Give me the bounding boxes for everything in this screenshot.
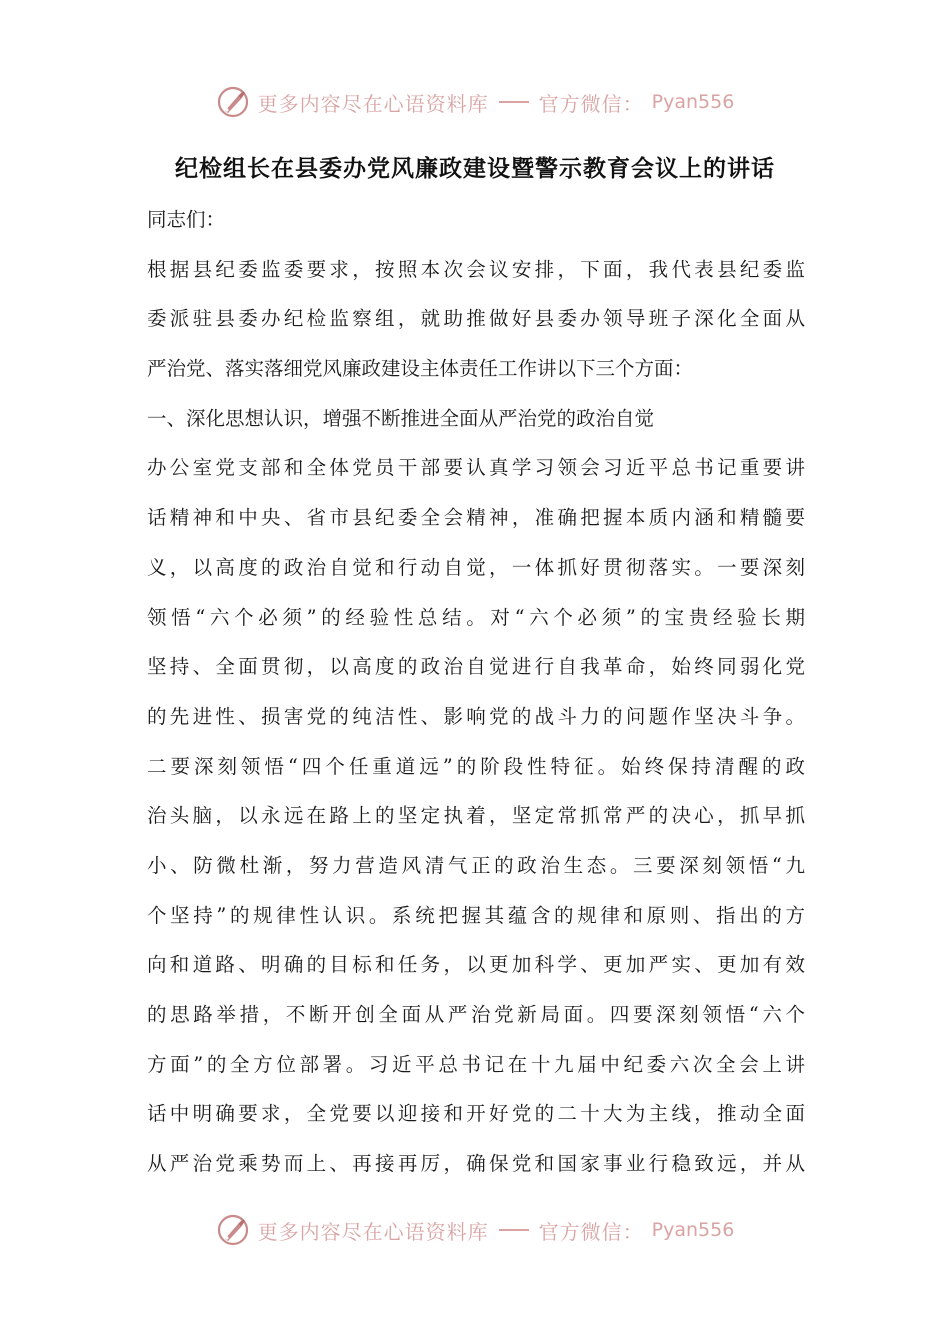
watermark-text: 更多内容尽在心语资料库: [257, 91, 489, 116]
text-line: 同志们：: [147, 208, 226, 231]
text-line: 严治党、落实落细党风廉政建设主体责任工作讲以下三个方面：: [147, 357, 694, 381]
text-line: 从严治党乘势而上、再接再厉，确保党和国家事业行稳致远，并从: [147, 1152, 805, 1176]
text-line: 话精神和中央、省市县纪委全会精神，准确把握本质内涵和精髓要: [147, 506, 805, 530]
text-line: 坚持、全面贯彻，以高度的政治自觉进行自我革命，始终同弱化党: [147, 655, 805, 679]
watermark-official-label: 官方微信：: [538, 91, 644, 116]
document-body: [147, 195, 805, 1189]
watermark-official-label: 官方微信：: [538, 1219, 644, 1244]
pen-nib-logo-icon: [216, 85, 250, 119]
watermark-wechat-id: Pyan556: [651, 91, 735, 113]
text-line: 治头脑，以永远在路上的坚定执着，坚定常抓常严的决心，抓早抓: [147, 804, 805, 828]
watermark-wechat-id: Pyan556: [651, 1219, 735, 1241]
watermark-text: 更多内容尽在心语资料库: [257, 1219, 489, 1244]
text-line: 办公室党支部和全体党员干部要认真学习领会习近平总书记重要讲: [147, 456, 805, 480]
text-line: 委派驻县委办纪检监察组，就助推做好县委办领导班子深化全面从: [147, 307, 805, 331]
text-line: 根据县纪委监委要求，按照本次会议安排，下面，我代表县纪委监: [147, 257, 805, 281]
text-line: 向和道路、明确的目标和任务，以更加科学、更加严实、更加有效: [147, 953, 805, 977]
text-line: 二要深刻领悟“四个任重道远”的阶段性特征。始终保持清醒的政: [147, 754, 805, 778]
footer-watermark: [0, 1208, 950, 1252]
pen-nib-logo-icon: [216, 1213, 250, 1247]
text-line: 领悟“六个必须”的经验性总结。对“六个必须”的宝贵经验长期: [147, 605, 805, 629]
text-line: 一、深化思想认识，增强不断推进全面从严治党的政治自觉: [147, 406, 655, 430]
text-line: 的先进性、损害党的纯洁性、影响党的战斗力的问题作坚决斗争。: [147, 704, 805, 728]
text-line: 方面”的全方位部署。习近平总书记在十九届中纪委六次全会上讲: [147, 1052, 805, 1076]
header-watermark: [0, 80, 950, 124]
text-line: 的思路举措，不断开创全面从严治党新局面。四要深刻领悟“六个: [147, 1003, 805, 1026]
text-line: 话中明确要求，全党要以迎接和开好党的二十大为主线，推动全面: [147, 1102, 805, 1126]
document-title: 纪检组长在县委办党风廉政建设暨警示教育会议上的讲话: [175, 155, 775, 182]
text-line: 义，以高度的政治自觉和行动自觉，一体抓好贯彻落实。一要深刻: [147, 555, 805, 579]
watermark-dash: [499, 1229, 529, 1231]
watermark-dash: [499, 101, 529, 103]
text-line: 个坚持”的规律性认识。系统把握其蕴含的规律和原则、指出的方: [147, 903, 805, 927]
text-line: 小、防微杜渐，努力营造风清气正的政治生态。三要深刻领悟“九: [147, 853, 805, 877]
